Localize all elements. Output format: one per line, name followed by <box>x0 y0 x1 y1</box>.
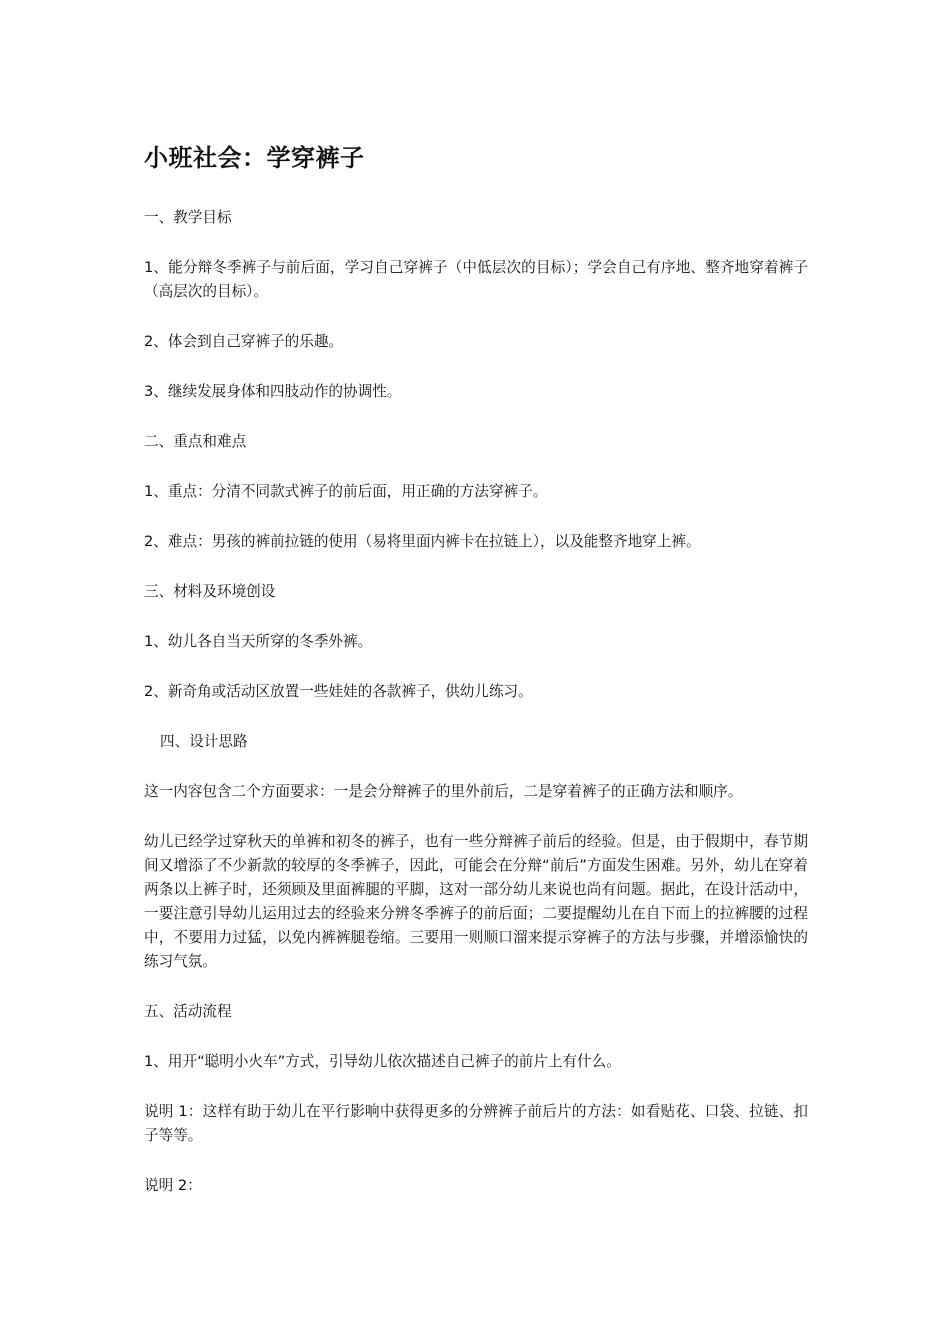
section-heading-key-points: 二、重点和难点 <box>144 433 247 450</box>
paragraph-objective-1: 1、能分辩冬季裤子与前后面，学习自己穿裤子（中低层次的目标）；学会自己有序地、整齐地穿着裤子（高层次的目标）。 <box>144 259 808 300</box>
paragraph-process-1: 1、用开“聪明小火车”方式，引导幼儿依次描述自己裤子的前片上有什么。 <box>144 1053 621 1070</box>
paragraph-material-2: 2、新奇角或活动区放置一些娃娃的各款裤子，供幼儿练习。 <box>144 683 533 700</box>
paragraph-key-point: 1、重点：分清不同款式裤子的前后面，用正确的方法穿裤子。 <box>144 483 548 500</box>
paragraph-objective-2: 2、体会到自己穿裤子的乐趣。 <box>144 333 344 350</box>
paragraph-note-1: 说明 1：这样有助于幼儿在平行影响中获得更多的分辨裤子前后片的方法：如看贴花、口袋、拉链、扣子等等。 <box>144 1103 808 1144</box>
section-heading-design: 四、设计思路 <box>160 733 248 750</box>
section-heading-objectives: 一、教学目标 <box>144 209 232 226</box>
paragraph-difficulty: 2、难点：男孩的裤前拉链的使用（易将里面内裤卡在拉链上），以及能整齐地穿上裤。 <box>144 533 701 550</box>
paragraph-material-1: 1、幼儿各自当天所穿的冬季外裤。 <box>144 633 373 650</box>
paragraph-objective-3: 3、继续发展身体和四肢动作的协调性。 <box>144 383 402 400</box>
document-title: 小班社会：学穿裤子 <box>144 144 365 172</box>
section-heading-process: 五、活动流程 <box>144 1003 232 1020</box>
document-body <box>144 140 808 1224</box>
paragraph-design-2: 幼儿已经学过穿秋天的单裤和初冬的裤子，也有一些分辩裤子前后的经验。但是，由于假期中，春节期间又增添了不少新款的较厚的冬季裤子，因此，可能会在分辩“前后”方面发生困难。另外，幼儿在穿着两条以上裤子时，还须顾及里面裤腿的平脚，这对一部分幼儿来说也尚有问题。据此，在设计活动中，一要注意引导幼儿运用过去的经验来分辨冬季裤子的前后面；二要提醒幼儿在自下而上的拉裤腰的过程中，不要用力过猛，以免内裤裤腿卷缩。三要用一则顺口溜来提示穿裤子的方法与步骤，并增添愉快的练习气氛。 <box>144 833 808 970</box>
section-heading-materials: 三、材料及环境创设 <box>144 583 276 600</box>
paragraph-note-2: 说明 2： <box>144 1177 202 1194</box>
paragraph-design-1: 这一内容包含二个方面要求：一是会分辩裤子的里外前后，二是穿着裤子的正确方法和顺序。 <box>144 783 743 800</box>
